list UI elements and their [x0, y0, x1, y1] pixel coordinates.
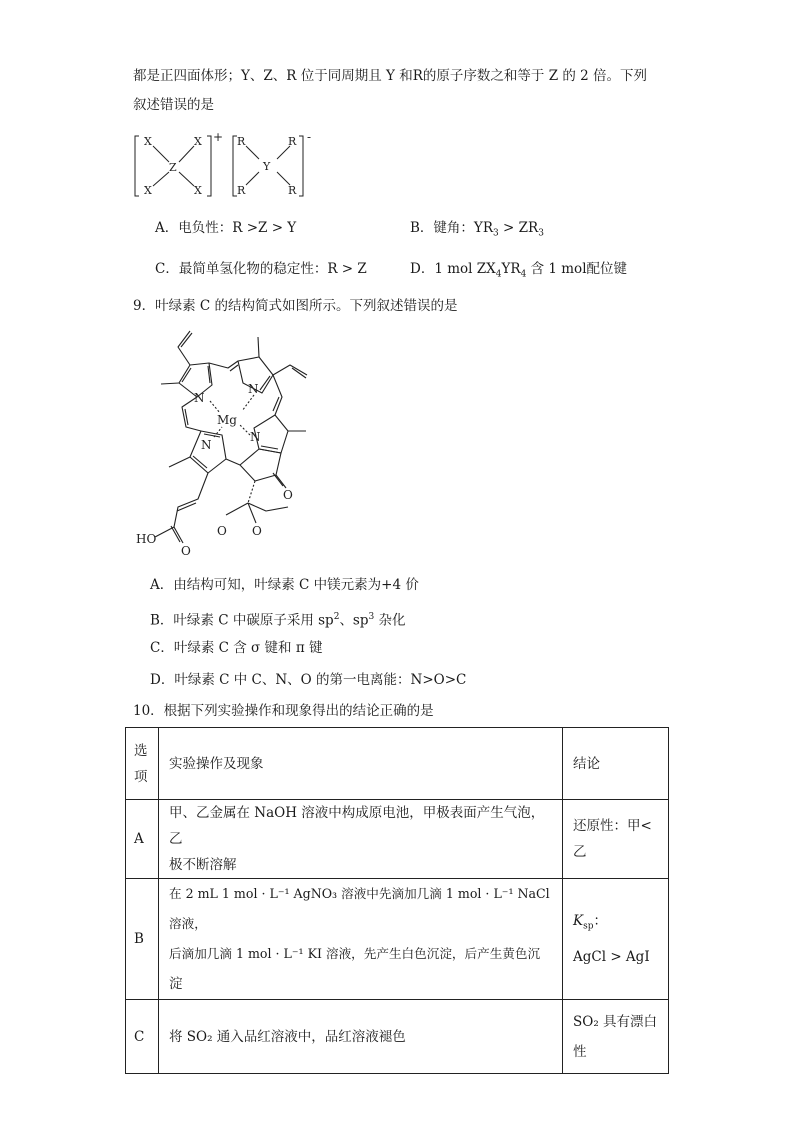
- table-row: [126, 800, 669, 879]
- row-conclusion: 还原性：甲<乙: [563, 800, 669, 879]
- n-atom-2: N: [248, 382, 259, 396]
- cation-ligand-4: X: [194, 184, 202, 197]
- n-atom-4: N: [201, 438, 212, 452]
- table-row: [126, 1000, 669, 1074]
- subscript: 4: [495, 269, 502, 280]
- q8-option-c: [155, 259, 367, 279]
- table-row: [126, 879, 669, 1000]
- subscript: sp: [583, 921, 594, 932]
- n-atom-3: N: [250, 430, 261, 444]
- n-atom-1: N: [194, 391, 205, 405]
- o-atom-ketone: O: [283, 488, 293, 502]
- row-option: A: [126, 800, 159, 879]
- option-text-prefix: 键角：: [433, 220, 474, 236]
- option-text-suffix: 杂化: [374, 612, 406, 629]
- operation-line: 极不断溶解: [169, 857, 237, 873]
- anion-ligand-3: R: [237, 184, 246, 197]
- anion-ligand-1: R: [237, 135, 246, 148]
- conclusion-line: AgCl > AgI: [573, 948, 650, 965]
- cation-ligand-3: X: [144, 184, 152, 197]
- q8-option-b: [410, 218, 544, 244]
- o-atom-ester-2: O: [252, 524, 262, 538]
- experiment-table: [125, 727, 669, 1074]
- row-conclusion: [563, 879, 669, 1000]
- row-conclusion: [563, 1000, 669, 1074]
- header-option: [126, 728, 159, 800]
- cation-charge: +: [213, 130, 224, 144]
- option-label: D．: [410, 261, 435, 277]
- operation-line: 在 2 mL 1 mol · L⁻¹ AgNO₃ 溶液中先滴加几滴 1 mol · L⁻¹ NaCl 溶液，: [169, 886, 550, 931]
- formula-yr3: YR: [473, 220, 493, 236]
- operation-line: 淀: [169, 976, 183, 992]
- conclusion-line: SO₂ 具有漂白: [573, 1013, 658, 1030]
- option-text: 叶绿素 C 含 σ 键和 π 键: [173, 640, 323, 656]
- anion-center: Y: [263, 160, 271, 173]
- operation-line: 后滴加几滴 1 mol · L⁻¹ KI 溶液，先产生白色沉淀，后产生黄色沉: [169, 946, 541, 961]
- option-label: A．: [155, 220, 179, 236]
- option-text-mid: 、sp: [339, 612, 369, 629]
- option-text: 叶绿素 C 中 C、N、O 的第一电离能：N>O>C: [174, 672, 467, 688]
- row-operation: [159, 800, 563, 879]
- anion-charge: -: [307, 130, 312, 144]
- header-option-line2: 项: [134, 768, 148, 785]
- option-text: 由结构可知，叶绿素 C 中镁元素为+4 价: [173, 577, 419, 593]
- option-label: C．: [150, 640, 174, 656]
- cation-center: Z: [169, 161, 177, 174]
- cation-ligand-2: X: [194, 135, 202, 148]
- subscript: 3: [538, 228, 544, 239]
- q8-stem-line1: 都是正四面体形；Y、Z、R 位于同周期且 Y 和R的原子序数之和等于 Z 的 2 倍。下列: [133, 68, 648, 84]
- option-text: 电负性：R >Z > Y: [178, 220, 297, 236]
- header-option-line1: 选: [134, 742, 148, 759]
- operation-line: 甲、乙金属在 NaOH 溶液中构成原电池，甲极表面产生气泡，乙: [169, 805, 545, 847]
- option-text: 最简单氢化物的稳定性：R > Z: [178, 261, 367, 277]
- ksp-symbol: K: [573, 913, 584, 930]
- option-label: D．: [150, 672, 175, 688]
- anion-ligand-4: R: [288, 184, 297, 197]
- conclusion-ksp: [573, 906, 658, 942]
- complex-ions-diagram: [133, 130, 333, 202]
- superscript: 2: [333, 612, 340, 622]
- q10-stem: 10．根据下列实验操作和现象得出的结论正确的是: [133, 703, 434, 719]
- q9-option-d: [150, 670, 466, 690]
- o-atom-acid: O: [181, 544, 191, 558]
- header-operation: 实验操作及现象: [159, 728, 563, 800]
- q8-stem-line2: 叙述错误的是: [133, 97, 214, 113]
- q9-option-b: [150, 607, 406, 631]
- ho-group: HO: [136, 532, 157, 546]
- option-text-prefix: 叶绿素 C 中碳原子采用 sp: [173, 612, 334, 629]
- option-label: A．: [150, 577, 174, 593]
- row-option: B: [126, 879, 159, 1000]
- option-text-suffix: 含 1 mol配位键: [526, 261, 628, 277]
- q8-option-a: [155, 218, 296, 238]
- conclusion-line: 性: [573, 1043, 587, 1060]
- chlorophyll-c-structure: [130, 327, 320, 559]
- o-atom-ester-1: O: [217, 524, 227, 538]
- formula-zr3: > ZR: [498, 220, 539, 236]
- option-text-mid: YR: [501, 261, 521, 277]
- colon: ：: [593, 913, 607, 930]
- superscript: 3: [368, 612, 375, 622]
- q8-option-d: [410, 259, 627, 285]
- option-text-prefix: 1 mol ZX: [434, 261, 496, 277]
- anion-ligand-2: R: [288, 135, 297, 148]
- mg-atom: Mg: [217, 413, 237, 427]
- q9-stem: 9．叶绿素 C 的结构简式如图所示。下列叙述错误的是: [133, 298, 458, 314]
- q9-option-a: [150, 575, 419, 595]
- option-label: C．: [155, 261, 179, 277]
- table-header-row: [126, 728, 669, 800]
- header-conclusion: 结论: [563, 728, 669, 800]
- option-label: B．: [410, 220, 434, 236]
- cation-ligand-1: X: [144, 135, 152, 148]
- row-operation: [159, 879, 563, 1000]
- row-operation: 将 SO₂ 通入品红溶液中，品红溶液褪色: [159, 1000, 563, 1074]
- q9-option-c: [150, 638, 323, 658]
- subscript: 3: [493, 228, 499, 239]
- subscript: 4: [520, 269, 527, 280]
- row-option: C: [126, 1000, 159, 1074]
- option-label: B．: [150, 612, 174, 629]
